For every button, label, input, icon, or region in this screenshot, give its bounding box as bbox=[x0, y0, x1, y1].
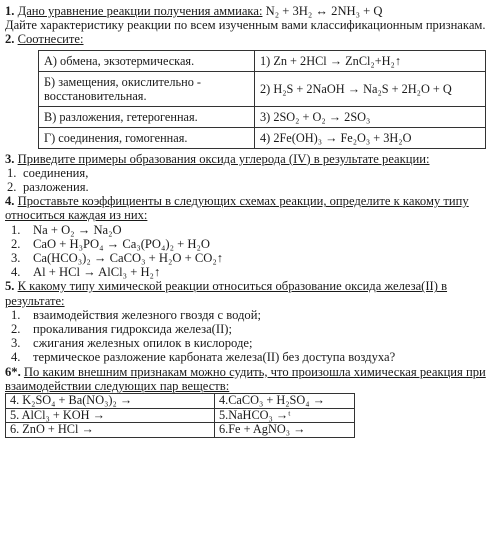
reaction-type-text: Б) замещения, окислительно - восстановительная. bbox=[44, 74, 202, 103]
list-item: 3. Ca(HCO₃)₂ → CaCO₃ + H₂O + CO₂↑ bbox=[11, 251, 224, 266]
question-3 bbox=[5, 152, 497, 166]
reaction-type-cell bbox=[39, 71, 255, 106]
equation-cell: 1) Zn + 2HCl → ZnCl₂+H₂↑ bbox=[255, 50, 486, 71]
question-title: По каким внешним признакам можно судить, что произошла химическая реакция при взаимодействии следующих пар веществ: bbox=[5, 364, 486, 393]
table-row bbox=[6, 423, 355, 438]
question-title: Соотнесите: bbox=[17, 32, 84, 47]
question-title: Приведите примеры образования оксида углерода (IV) в результате реакции: bbox=[17, 151, 430, 166]
list-item: 2. CaO + H₃PO₄ → Ca₃(PO₄)₂ + H₂O bbox=[11, 236, 210, 251]
reaction-type-cell: Г) соединения, гомогенная. bbox=[39, 127, 255, 148]
pair-cell: 5. AlCl₃ + KOH → bbox=[6, 408, 215, 423]
question-title: К какому типу химической реакции относиться образование оксида железа(II) в результате: bbox=[5, 279, 448, 308]
list-item: 1. Na + O₂ → Na₂O bbox=[11, 222, 122, 237]
process-list bbox=[5, 308, 497, 365]
table-row bbox=[6, 394, 355, 409]
question-title: Проставьте коэффициенты в следующих схемах реакции, определите к какому типу относиться каждая из них: bbox=[5, 194, 469, 223]
question-lead: Дано уравнение реакции получения аммиака: bbox=[17, 4, 263, 18]
equation-cell: 4) 2Fe(OH)₃ → Fe₂O₃ + 3H₂O bbox=[255, 127, 486, 148]
table-row bbox=[39, 71, 486, 106]
pair-cell: 4.CaCO₃ + H₂SO₄ → bbox=[215, 394, 355, 409]
question-number: 6*. bbox=[5, 364, 21, 379]
question-number: 3. bbox=[5, 151, 15, 166]
list-item: 1. соединения, bbox=[7, 165, 89, 180]
table-row bbox=[39, 106, 486, 127]
reaction-type-cell: В) разложения, гетерогенная. bbox=[39, 106, 255, 127]
table-row bbox=[6, 408, 355, 423]
worksheet bbox=[5, 4, 497, 438]
table-row bbox=[39, 50, 486, 71]
question-number: 4. bbox=[5, 194, 15, 209]
pair-cell: 4. K₂SO₄ + Ba(NO₃)₂ → bbox=[6, 394, 215, 409]
matching-table bbox=[38, 50, 486, 149]
scheme-list bbox=[5, 223, 497, 280]
list-item: 3. сжигания железных опилок в кислороде; bbox=[11, 336, 253, 351]
list-item: 4. термическое разложение карбоната железа(II) без доступа воздуха? bbox=[11, 350, 396, 365]
answer-list bbox=[5, 166, 497, 194]
list-item: 4. Al + HCl → AlCl₃ + H₂↑ bbox=[11, 265, 161, 280]
question-1 bbox=[5, 4, 497, 32]
reaction-equation: N₂ + 3H₂ ↔ 2NH₃ + Q bbox=[265, 4, 383, 18]
pair-cell: 6. ZnO + HCl → bbox=[6, 423, 215, 438]
question-text: Дайте характеристику реакции по всем изученным вами классификационным признакам. bbox=[5, 18, 486, 33]
reaction-type-cell: А) обмена, экзотермическая. bbox=[39, 50, 255, 71]
question-2 bbox=[5, 32, 497, 46]
question-number: 1. bbox=[5, 4, 15, 18]
question-4 bbox=[5, 194, 497, 222]
equation-cell: 3) 2SO₂ + O₂ → 2SO₃ bbox=[255, 106, 486, 127]
question-number: 2. bbox=[5, 32, 15, 47]
list-item: 2. прокаливания гидроксида железа(II); bbox=[11, 322, 232, 337]
list-item: 2. разложения. bbox=[7, 180, 89, 195]
substance-pairs-table bbox=[5, 393, 355, 438]
list-item: 1. взаимодействия железного гвоздя с водой; bbox=[11, 307, 261, 322]
table-row bbox=[39, 127, 486, 148]
pair-cell: 5.NaHCO₃ →ᵗ bbox=[215, 408, 355, 423]
question-6 bbox=[5, 365, 497, 393]
question-5 bbox=[5, 279, 497, 307]
pair-cell: 6.Fe + AgNO₃ → bbox=[215, 423, 355, 438]
question-number: 5. bbox=[5, 279, 15, 294]
equation-cell: 2) H₂S + 2NaOH → Na₂S + 2H₂O + Q bbox=[255, 71, 486, 106]
